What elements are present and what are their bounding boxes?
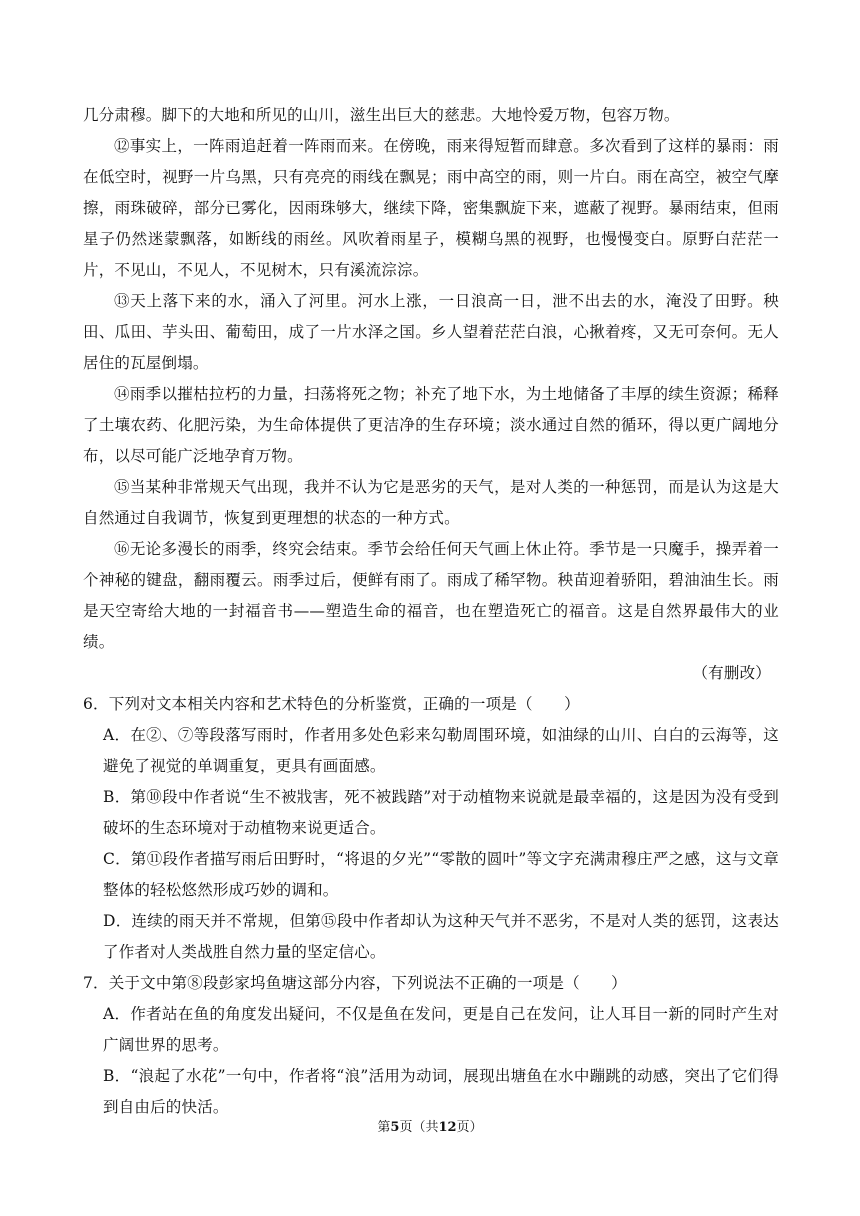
paragraph-13: ⑬天上落下来的水，涌入了河里。河水上涨，一日浪高一日，泄不出去的水，淹没了田野。秧田、瓜田、芋头田、葡萄田，成了一片水泽之国。乡人望着茫茫白浪，心揪着疼，又无可奈何。无人居住的瓦屋倒塌。 [83,292,779,372]
question-6 [83,689,779,968]
source-note: （有删改） [692,664,771,682]
footer-total-pages: 12 [438,1120,457,1135]
footer-mid: 页（共 [399,1120,439,1135]
option-a: A．在②、⑦等段落写雨时，作者用多处色彩来勾勒周围环境，如油绿的山川、白白的云海等，这避免了视觉的单调重复，更具有画面感。 [103,726,779,775]
page-content [83,100,779,1123]
paragraph-continued: 几分肃穆。脚下的大地和所见的山川，滋生出巨大的慈悲。大地怜爱万物，包容万物。 [83,106,680,124]
footer-page-number: 5 [390,1120,400,1135]
paragraph-12: ⑫事实上，一阵雨追赶着一阵雨而来。在傍晚，雨来得短暂而肆意。多次看到了这样的暴雨：雨在低空时，视野一片乌黑，只有亮亮的雨线在飘晃；雨中高空的雨，则一片白。雨在高空，被空气摩擦，雨珠破碎，部分已雾化，因雨珠够大，继续下降，密集飘旋下来，遮蔽了视野。暴雨结束，但雨星子仍然迷蒙飘落，如断线的雨丝。风吹着雨星子，模糊乌黑的视野，也慢慢变白。原野白茫茫一片，不见山，不见人，不见树木，只有溪流淙淙。 [83,137,779,279]
page-footer [0,1118,860,1138]
question-7 [83,968,779,1123]
option-b: B．“浪起了水花”一句中，作者将“浪”活用为动词，展现出塘鱼在水中蹦跳的动感，突出了它们得到自由后的快活。 [103,1067,779,1116]
option-a: A．作者站在鱼的角度发出疑问，不仅是鱼在发问，更是自己在发问，让人耳目一新的同时产生对广阔世界的思考。 [103,1005,779,1054]
question-stem: 6．下列对文本相关内容和艺术特色的分析鉴赏，正确的一项是（ ） [83,695,580,713]
footer-suffix: 页） [456,1120,483,1135]
question-stem: 7．关于文中第⑧段彭家坞鱼塘这部分内容，下列说法不正确的一项是（ ） [83,974,627,992]
footer-prefix: 第 [377,1120,391,1135]
option-b: B．第⑩段中作者说“生不被戕害，死不被践踏”对于动植物来说就是最幸福的，这是因为没有受到破坏的生态环境对于动植物来说更适合。 [103,788,779,837]
option-d: D．连续的雨天并不常规，但第⑮段中作者却认为这种天气并不恶劣，不是对人类的惩罚，这表达了作者对人类战胜自然力量的坚定信心。 [103,912,779,961]
paragraph-15: ⑮当某种非常规天气出现，我并不认为它是恶劣的天气，是对人类的一种惩罚，而是认为这是大自然通过自我调节，恢复到更理想的状态的一种方式。 [83,478,779,527]
option-c: C．第⑪段作者描写雨后田野时，“将退的夕光”“零散的圆叶”等文字充满肃穆庄严之感，这与文章整体的轻松悠然形成巧妙的调和。 [103,850,779,899]
paragraph-14: ⑭雨季以摧枯拉朽的力量，扫荡将死之物；补充了地下水，为土地储备了丰厚的续生资源；稀释了土壤农药、化肥污染，为生命体提供了更洁净的生存环境；淡水通过自然的循环，得以更广阔地分布，以尽可能广泛地孕育万物。 [83,385,779,465]
paragraph-16: ⑯无论多漫长的雨季，终究会结束。季节会给任何天气画上休止符。季节是一只魔手，操弄着一个神秘的键盘，翻雨覆云。雨季过后，便鲜有雨了。雨成了稀罕物。秧苗迎着骄阳，碧油油生长。雨是天空寄给大地的一封福音书——塑造生命的福音，也在塑造死亡的福音。这是自然界最伟大的业绩。 [83,540,779,651]
